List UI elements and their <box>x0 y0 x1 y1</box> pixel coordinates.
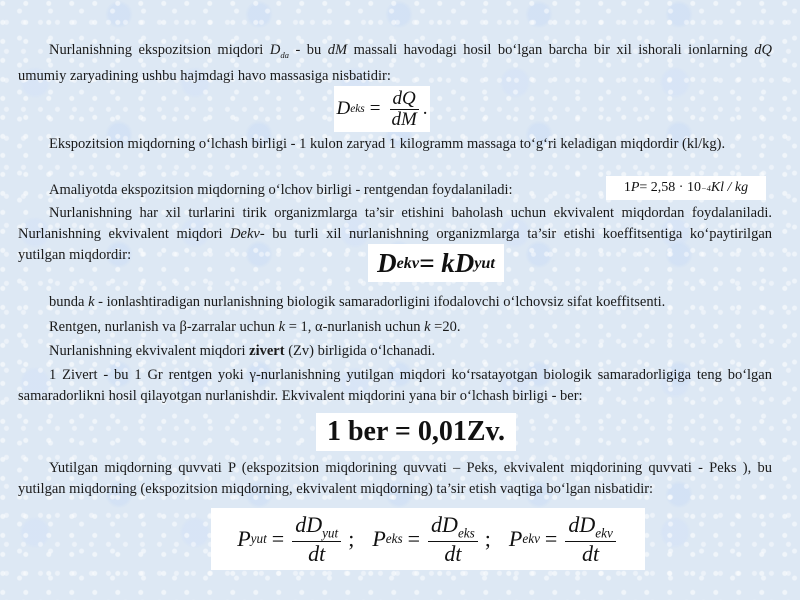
symbol-d: D <box>269 42 281 58</box>
formula-number: 1 <box>623 180 631 195</box>
symbol-subscript: da <box>280 49 289 60</box>
formula-symbol: P <box>630 180 640 195</box>
paragraph-exposure-unit <box>18 134 772 155</box>
formula-fraction <box>388 89 419 130</box>
formula-symbol: dD <box>295 512 323 538</box>
paragraph-dose-rate <box>18 458 772 500</box>
text-run: massali havodagi hosil bo‘lgan barcha bir xil ishorali ionlarning <box>347 42 755 58</box>
formula-symbol: D <box>377 247 397 278</box>
text-run: 1 Zivert - bu 1 Gr rentgen yoki γ-nurlanishning yutilgan miqdori ko‘rsatayotgan biologik samaradorligiga teng bo‘lgan samaradorlikni hosil qilayotgan nurlanishdir. Ekvivalent miqdorini yana bir o‘lchash birligi - ber: <box>18 367 772 404</box>
formula-exponent: −4 <box>700 183 711 193</box>
fraction-denominator: dt <box>582 540 600 566</box>
text-run: Nurlanishning ekspozitsion miqdori <box>49 42 270 58</box>
text-run: = 1, α-nurlanish uchun <box>285 319 425 335</box>
text-run: bunda <box>49 294 89 310</box>
formula-equals: = <box>407 526 421 551</box>
formula-expression: 1 ber = 0,01Zv. <box>326 416 505 447</box>
symbol-k: k <box>278 319 286 335</box>
formula-equivalent-dose <box>368 244 504 282</box>
fraction-denominator: dt <box>444 540 462 566</box>
text-run: bu turli xil nurlanishning organizmlarga ta’sir etishi koeffitsentiga ko‘paytirilgan yutilgan miqdordir: <box>18 226 773 263</box>
fraction-numerator <box>292 513 341 541</box>
formula-separator: ; <box>348 526 355 551</box>
fraction-numerator <box>565 513 615 541</box>
formula-subscript: ekv <box>396 253 420 272</box>
formula-symbol: dD <box>568 512 596 538</box>
paragraph-sievert-definition <box>18 365 772 407</box>
formula-expression: = kD <box>419 247 475 278</box>
formula-fraction <box>292 513 341 564</box>
formula-subscript: ekv <box>595 525 613 541</box>
formula-subscript: yut <box>474 253 495 272</box>
formula-equals: = <box>369 98 381 119</box>
formula-separator: ; <box>484 526 491 551</box>
fraction-denominator: dt <box>308 540 326 566</box>
fraction-numerator: dQ <box>390 89 419 110</box>
formula-subscript: eks <box>350 103 365 115</box>
paragraph-roentgen <box>18 180 588 201</box>
paragraph-sievert-unit <box>18 341 772 362</box>
text-run: Amaliyotda ekspozitsion miqdorning o‘lchov birligi - rentgendan foydalaniladi: <box>49 182 513 198</box>
formula-symbol: P <box>237 526 251 551</box>
formula-value: = 2,58 · 10 <box>639 180 701 195</box>
formula-symbol: P <box>372 526 386 551</box>
text-run: Rentgen, nurlanish va β-zarralar uchun <box>49 319 279 335</box>
paragraph-exposure-definition <box>18 40 772 87</box>
text-run: =20. <box>430 319 461 335</box>
symbol-dm: dM <box>327 42 348 58</box>
symbol-k: k <box>424 319 431 335</box>
formula-fraction <box>565 513 615 564</box>
text-run: (Zv) birligida o‘lchanadi. <box>284 343 436 359</box>
formula-ber <box>316 413 516 451</box>
symbol-dekv: Dekv- <box>230 226 265 242</box>
text-run: - bu <box>289 42 328 58</box>
formula-fraction <box>428 513 478 564</box>
symbol-k: k <box>88 294 95 310</box>
formula-subscript: yut <box>250 531 267 546</box>
paragraph-coefficient-k <box>18 292 772 313</box>
formula-symbol: D <box>336 98 351 119</box>
symbol-dq: dQ <box>754 42 772 58</box>
formula-equals: = <box>271 526 285 551</box>
formula-dose-rates <box>211 508 645 570</box>
paragraph-k-values <box>18 317 772 338</box>
formula-unit: Kl / kg <box>710 180 749 195</box>
text-run: Yutilgan miqdorning quvvati P (ekspozitsion miqdorining quvvati – Peks, ekvivalent miqdorining quvvati - Peks ), bu yutilgan miqdorning (ekspozitsion miqdorning, ekvivalent miqdorning) ta’sir etish vaqtiga bo‘lgan nisbatidir: <box>18 460 772 497</box>
formula-subscript: eks <box>385 531 403 546</box>
formula-symbol: dD <box>431 512 458 538</box>
text-run: Nurlanishning har xil turlarini tirik organizmlarga ta’sir etishini baholash uchun ekvivalent miqdordan foydalaniladi. Nurlanishning ekvivalent miqdori <box>18 205 772 242</box>
formula-subscript: eks <box>457 525 475 541</box>
formula-subscript: ekv <box>522 531 540 546</box>
formula-exposure-dose <box>334 86 430 132</box>
formula-roentgen <box>606 176 766 200</box>
text-run: Nurlanishning ekvivalent miqdori <box>49 343 250 359</box>
formula-subscript: yut <box>322 525 339 541</box>
text-run: umumiy zaryadining ushbu hajmdagi havo massasiga nisbatidir: <box>18 67 391 84</box>
fraction-numerator <box>428 513 478 541</box>
formula-period: . <box>422 98 428 119</box>
text-run: - ionlashtiradigan nurlanishning biologik samaradorligini ifodalovchi o‘lchovsiz sifat koeffitsenti. <box>94 294 666 310</box>
text-run: Ekspozitsion miqdorning o‘lchash birligi - 1 kulon zaryad 1 kilogramm massaga to‘g‘ri keladigan miqdordir (kl/kg). <box>49 136 726 152</box>
term-zivert: zivert <box>249 343 285 359</box>
fraction-denominator: dM <box>391 108 417 130</box>
formula-equals: = <box>544 526 558 551</box>
formula-symbol: P <box>508 526 523 551</box>
